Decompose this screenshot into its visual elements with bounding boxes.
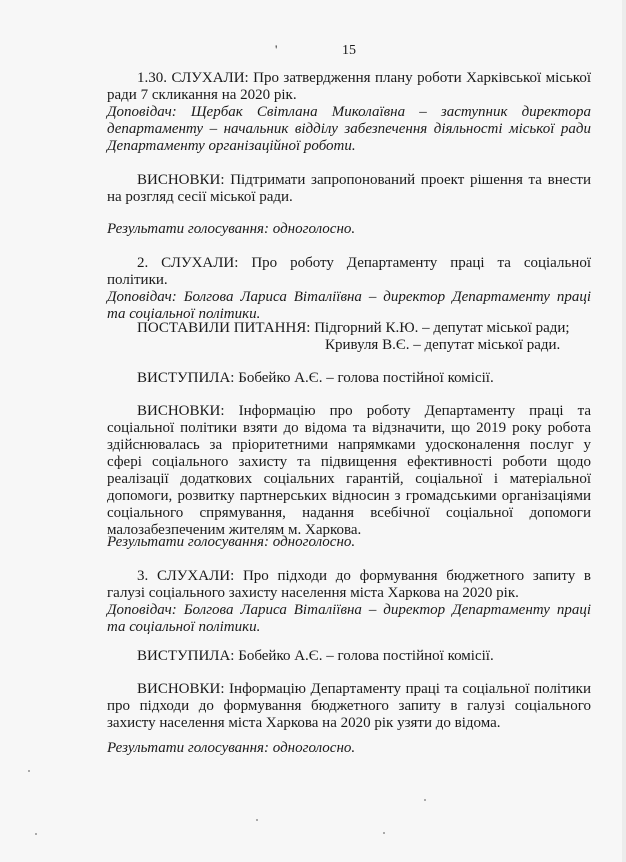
scan-speck — [256, 819, 258, 821]
scan-speck — [424, 799, 426, 801]
speaker-1-30: Доповідач: Щербак Світлана Миколаївна – заступник директора департаменту – начальник відділу забезпечення діяльності міської ради Департаменту організаційної роботи. — [107, 104, 591, 154]
spoke-2-block — [107, 370, 591, 387]
heard-item-3: 3. СЛУХАЛИ: Про підходи до формування бюджетного запиту в галузі соціального захисту населення міста Харкова на 2020 рік. — [107, 568, 591, 601]
spoke-3-block — [107, 648, 591, 665]
vote-1-30-block — [107, 221, 591, 238]
questions-block — [107, 320, 591, 354]
conclusions-2-block — [107, 403, 591, 539]
conclusions-1-30: ВИСНОВКИ: Підтримати запропонований проект рішення та внести на розгляд сесії міської ради. — [107, 172, 591, 205]
conclusions-3-block — [107, 681, 591, 732]
vote-result-1-30: Результати голосування: одноголосно. — [107, 221, 356, 237]
page-number: 15 — [342, 43, 356, 58]
heard-item-1-30: 1.30. СЛУХАЛИ: Про затвердження плану роботи Харківської міської ради 7 скликання на 2020 рік. — [107, 70, 591, 103]
vote-3-block — [107, 740, 591, 757]
page-edge-shadow — [622, 0, 626, 862]
vote-result-2: Результати голосування: одноголосно. — [107, 534, 356, 550]
scan-speck — [35, 833, 37, 835]
conclusions-2: ВИСНОВКИ: Інформацію про роботу Департаменту праці та соціальної політики взяти до відома та відзначити, що 2019 року робота здійснювалась за пріоритетними напрямками удосконалення послуг у сфері соціального захисту та підвищення ефективності роботи щодо реалізації додаткових соціальних гарантій, соціальної і матеріальної допомоги, розвитку партнерських відносин з громадськими організаціями соціального спрямування, надання всебічної соціальної допомоги малозабезпеченим жителям м. Харкова. — [107, 403, 591, 538]
vote-2-block — [107, 534, 591, 551]
section-3 — [107, 568, 591, 636]
conclusions-3: ВИСНОВКИ: Інформацію Департаменту праці та соціальної політики про підходи до формування бюджетного запиту в галузі соціального захисту населення міста Харкова на 2020 рік узяти до відома. — [107, 681, 591, 731]
scan-speck — [28, 770, 30, 772]
heard-item-2: 2. СЛУХАЛИ: Про роботу Департаменту праці та соціальної політики. — [107, 255, 591, 288]
section-2 — [107, 255, 591, 323]
stray-mark: ' — [275, 42, 278, 57]
conclusions-1-30-block — [107, 172, 591, 206]
speaker-3: Доповідач: Болгова Лариса Віталіївна – директор Департаменту праці та соціальної політики. — [107, 602, 591, 635]
section-1-30 — [107, 70, 591, 155]
spoke-2: ВИСТУПИЛА: Бобейко А.Є. – голова постійної комісії. — [137, 370, 494, 386]
spoke-3: ВИСТУПИЛА: Бобейко А.Є. – голова постійної комісії. — [137, 648, 494, 664]
questions-line-1: ПОСТАВИЛИ ПИТАННЯ: Підгорний К.Ю. – депутат міської ради; — [137, 320, 570, 336]
scan-speck — [383, 832, 385, 834]
speaker-2: Доповідач: Болгова Лариса Віталіївна – директор Департаменту праці та соціальної політики. — [107, 289, 591, 322]
questions-line-2: Кривуля В.Є. – депутат міської ради. — [325, 337, 561, 353]
vote-result-3: Результати голосування: одноголосно. — [107, 740, 356, 756]
